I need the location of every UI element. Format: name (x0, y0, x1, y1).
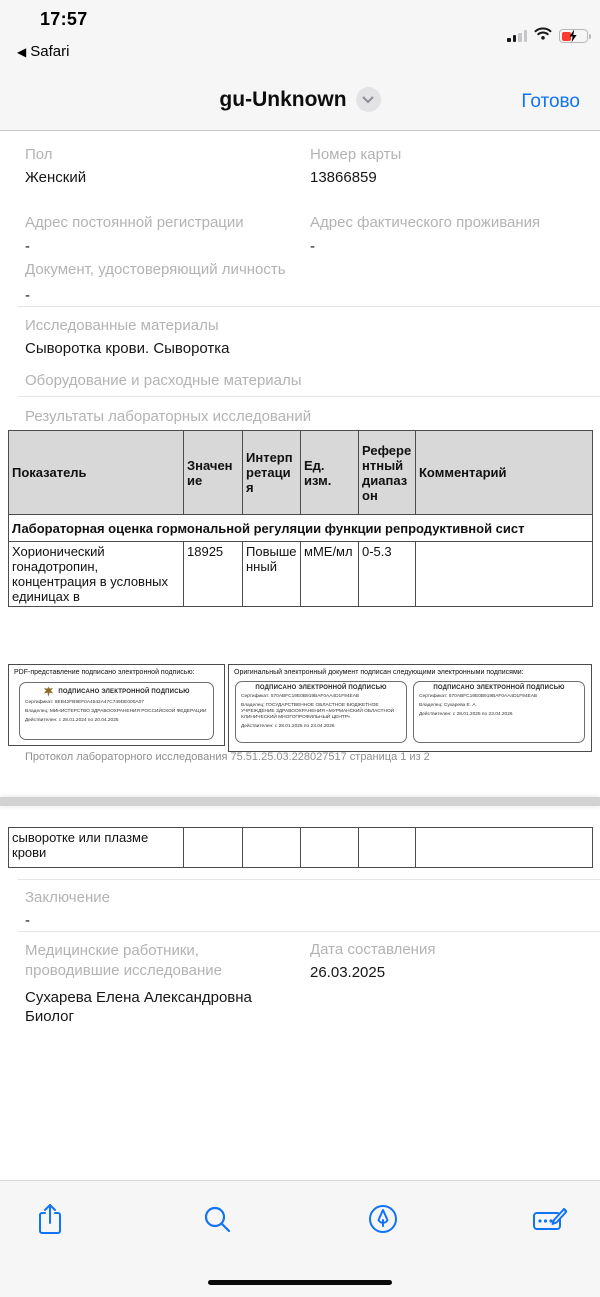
col-header-reference-range: Референтный диапазон (359, 431, 416, 515)
stamp-owner: Владелец: ГОСУДАРСТВЕННОЕ ОБЛАСТНОЕ БЮДЖЕТНОЕ УЧРЕЖДЕНИЕ ЗДРАВООХРАНЕНИЯ «МУРМАНСКИЙ ОБЛАСТНОЙ КЛИНИЧЕСКИЙ МНОГОПРОФИЛЬНЫЙ ЦЕНТР» (241, 702, 395, 720)
cell-units (301, 828, 359, 868)
markup-pen-icon (367, 1203, 399, 1235)
pdf-signature-box-title: PDF-представление подписано электронной подписью: (14, 669, 195, 676)
col-header-value: Значение (184, 431, 243, 515)
staff-name: Сухарева Елена Александровна (25, 989, 252, 1006)
equipment-label: Оборудование и расходные материалы (25, 372, 302, 389)
done-button[interactable]: Готово (521, 91, 580, 112)
share-icon (36, 1202, 64, 1236)
status-icons (507, 27, 588, 45)
continuation-row (9, 828, 593, 868)
materials-value: Сыворотка крови. Сыворотка (25, 340, 230, 357)
back-label: Safari (30, 43, 70, 60)
gender-label: Пол (25, 146, 53, 163)
reg-address-value: - (25, 238, 30, 255)
stamp-cert: Сертификат: 570ABFC19E0B919BAF0AA4D1F94EAB (241, 694, 360, 699)
results-section-label: Результаты лабораторных исследований (25, 408, 312, 425)
staff-role: Биолог (25, 1008, 74, 1025)
cell-reference-range: 0-5.3 (359, 542, 416, 607)
share-button[interactable] (30, 1199, 70, 1239)
stamp-owner: Владелец: Сухарева Е. А. (419, 702, 477, 708)
stamp-valid: Действителен: с 28.01.2025 по 23.04.2026 (419, 711, 513, 717)
materials-label: Исследованные материалы (25, 317, 219, 334)
results-table-header-row (9, 431, 593, 515)
divider (18, 306, 600, 307)
col-header-units: Ед. изм. (301, 431, 359, 515)
pdf-signature-box (8, 664, 225, 746)
stamp-title: ПОДПИСАНО ЭЛЕКТРОННОЙ ПОДПИСЬЮ (255, 685, 387, 691)
cell-indicator: Хорионический гонадотропин, концентрация в условных единицах в (9, 542, 184, 607)
document-title: gu-Unknown (219, 87, 347, 111)
date-value: 26.03.2025 (310, 964, 386, 981)
gender-value: Женский (25, 169, 87, 186)
col-header-indicator: Показатель (9, 431, 184, 515)
cell-indicator-continued: сыворотке или плазме крови (9, 828, 184, 868)
fact-address-label: Адрес фактического проживания (310, 214, 541, 231)
fact-address-value: - (310, 238, 315, 255)
page-separator (0, 797, 600, 806)
cell-units: мМЕ/мл (301, 542, 359, 607)
stamp-title: ПОДПИСАНО ЭЛЕКТРОННОЙ ПОДПИСЬЮ (58, 688, 190, 695)
back-to-safari-button[interactable] (17, 43, 69, 60)
id-doc-value: - (25, 287, 30, 304)
original-signatures-box-title: Оригинальный электронный документ подписан следующими электронными подписями: (234, 669, 524, 676)
original-signatures-box (228, 664, 592, 752)
stamp-owner: Владелец: МИНИСТЕРСТВО ЗДРАВООХРАНЕНИЯ РОССИЙСКОЙ ФЕДЕРАЦИИ (25, 708, 207, 714)
conclusion-value: - (25, 912, 30, 929)
signature-stamp-hospital (235, 681, 407, 743)
id-doc-label: Документ, удостоверяющий личность (25, 261, 286, 278)
cell-reference-range (359, 828, 416, 868)
russian-emblem-icon (43, 686, 54, 697)
results-table (8, 430, 593, 607)
results-group-title: Лабораторная оценка гормональной регуляции функции репродуктивной сист (9, 515, 593, 542)
cell-interpretation: Повышенный (243, 542, 301, 607)
status-time: 17:57 (40, 9, 88, 29)
search-icon (202, 1204, 232, 1234)
cell-value (184, 828, 243, 868)
title-menu-button[interactable] (356, 87, 381, 112)
reg-address-label: Адрес постоянной регистрации (25, 214, 244, 231)
cell-comment (416, 542, 593, 607)
cellular-signal-icon (507, 30, 527, 42)
back-chevron-icon: ◀ (17, 44, 27, 59)
col-header-interpretation: Интерпретация (243, 431, 301, 515)
results-table-continuation (8, 827, 593, 868)
home-indicator[interactable] (208, 1280, 392, 1285)
document-title-area (0, 87, 600, 112)
divider (18, 931, 600, 932)
stamp-valid: Действителен: с 28.01.2024 по 20.04.2025 (25, 717, 119, 723)
card-number-label: Номер карты (310, 146, 402, 163)
signature-stamp-ministry (19, 682, 214, 740)
wifi-icon (534, 27, 552, 45)
bottom-toolbar (0, 1180, 600, 1297)
result-row-hcg (9, 542, 593, 607)
lightning-bolt-icon (567, 29, 579, 43)
top-chrome (0, 0, 600, 131)
conclusion-label: Заключение (25, 889, 110, 906)
stamp-cert: Сертификат: 8EB42FB9EF0A4542A47C749DE000A07 (25, 700, 144, 705)
protocol-page-line: Протокол лабораторного исследования 75.51.25.03.228027517 страница 1 из 2 (25, 751, 430, 763)
date-label: Дата составления (310, 941, 436, 958)
card-number-value: 13866859 (310, 169, 377, 186)
search-button[interactable] (197, 1199, 237, 1239)
col-header-comment: Комментарий (416, 431, 593, 515)
results-group-row (9, 515, 593, 542)
divider (18, 396, 600, 397)
staff-label: Медицинские работники, проводившие исследование (25, 942, 223, 980)
stamp-valid: Действителен: с 28.01.2025 по 23.04.2026 (241, 723, 335, 729)
markup-button[interactable] (363, 1199, 403, 1239)
battery-charging-icon (559, 29, 588, 43)
chevron-down-icon (362, 96, 374, 104)
divider (18, 879, 600, 880)
stamp-cert: Сертификат: 570ABFC19E0B919BAF0AA4D1F94EAB (419, 694, 538, 699)
stamp-title: ПОДПИСАНО ЭЛЕКТРОННОЙ ПОДПИСЬЮ (433, 685, 565, 691)
signature-stamp-person (413, 681, 585, 743)
autofill-button[interactable] (530, 1199, 570, 1239)
cell-value: 18925 (184, 542, 243, 607)
cell-comment (416, 828, 593, 868)
cell-interpretation (243, 828, 301, 868)
autofill-form-icon (532, 1203, 568, 1235)
